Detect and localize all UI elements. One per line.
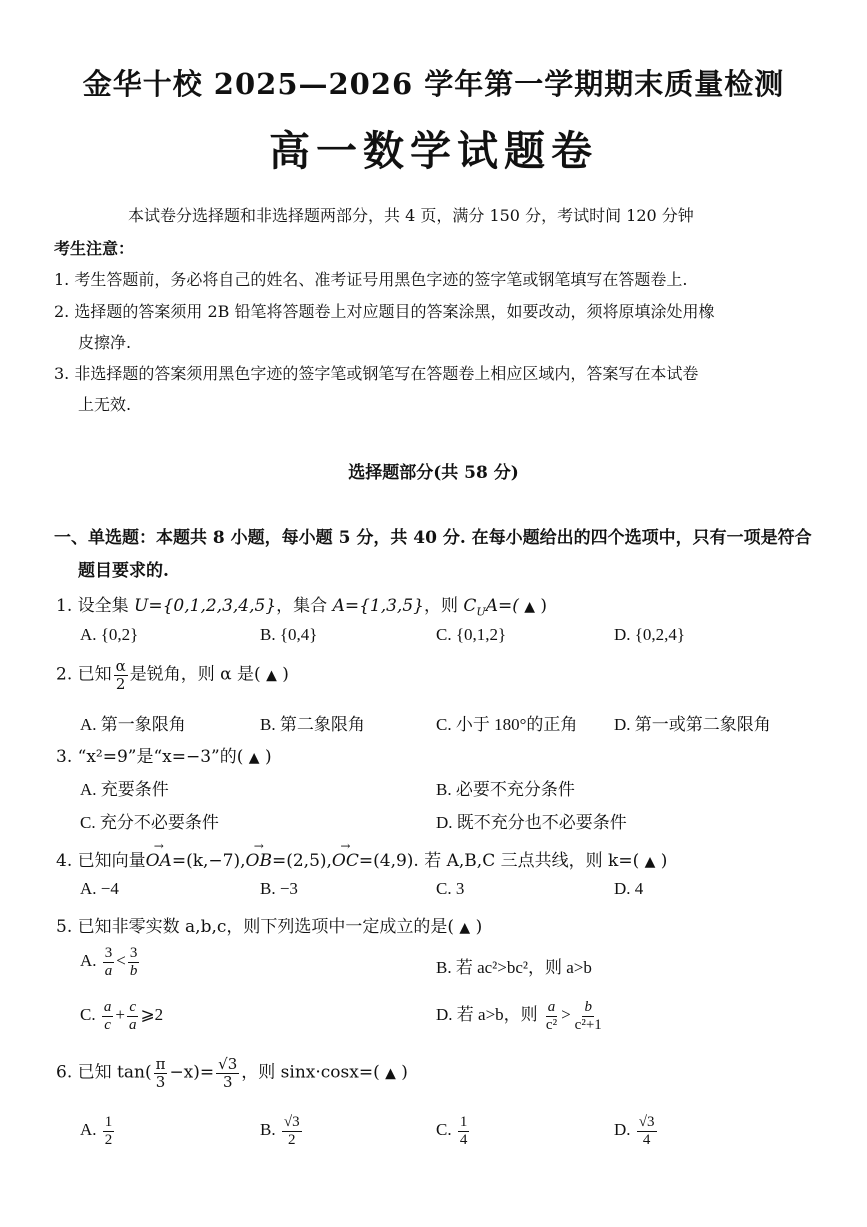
q2-option-c: C. 小于 180°的正角 xyxy=(436,715,578,734)
q4-option-b: B. −3 xyxy=(260,879,298,898)
q3-option-c: C. 充分不必要条件 xyxy=(80,813,219,832)
notice-heading: 考生注意： xyxy=(54,239,135,258)
q4-option-d: D. 4 xyxy=(614,879,644,898)
notice-item-3-cont: 上无效. xyxy=(78,395,132,414)
q6-option-d: D. $\frac{√3}{4}$ xyxy=(614,1114,655,1148)
q6-option-a: A. $\frac{1}{2}$ xyxy=(80,1114,113,1148)
q1-option-a: A. {0,2} xyxy=(80,625,139,644)
q5-option-c: C. $\frac{a}{c}$ + $\frac{c}{a}$ ⩾2 xyxy=(80,999,164,1033)
q4-option-c: C. 3 xyxy=(436,879,465,898)
q6-option-c: C. $\frac{1}{4}$ xyxy=(436,1114,468,1148)
question-4-stem: 4. 已知向量→ OA=(k,−7),→ OB=(2,5),→ OC=(4,9). 若 A,B,C 三点共线，则 k=( ▲ ) xyxy=(56,846,667,871)
answer-triangle-icon: ▲ xyxy=(644,854,656,870)
exam-intro: 本试卷分选择题和非选择题两部分，共 4 页，满分 150 分，考试时间 120 分钟 xyxy=(128,206,694,225)
part1-heading-cont: 题目要求的. xyxy=(78,561,169,581)
alpha-over-2-fraction: $\frac{\alpha}{2}$ xyxy=(115,657,126,693)
answer-triangle-icon: ▲ xyxy=(524,599,536,615)
q3-option-a: A. 充要条件 xyxy=(80,780,169,799)
part1-heading: 一、单选题：本题共 8 小题，每小题 5 分，共 40 分. 在每小题给出的四个选项中，只有一项是符合 xyxy=(54,528,812,548)
notice-item-3: 3. 非选择题的答案须用黑色字迹的签字笔或钢笔写在答题卷上相应区域内，答案写在本试卷 xyxy=(54,364,699,383)
question-1-stem: 1. 设全集 U={0,1,2,3,4,5}，集合 A={1,3,5}，则 $C_UA=$( ▲ ) xyxy=(56,596,548,619)
q1-option-c: C. {0,1,2} xyxy=(436,625,507,644)
q2-option-b: B. 第二象限角 xyxy=(260,715,365,734)
q2-option-a: A. 第一象限角 xyxy=(80,715,186,734)
section-title: 选择题部分(共 58 分) xyxy=(348,463,519,483)
q1-option-d: D. {0,2,4} xyxy=(614,625,686,644)
question-2-stem: 2. 已知 $\frac{\alpha}{2}$ 是锐角，则 α 是( ▲ ) xyxy=(56,657,289,693)
question-5-stem: 5. 已知非零实数 a,b,c，则下列选项中一定成立的是( ▲ ) xyxy=(56,917,483,937)
vector-oa: → OA xyxy=(146,851,172,871)
exam-title-line1: 金华十校 2025—2026 学年第一学期期末质量检测 xyxy=(82,67,785,101)
q1-option-b: B. {0,4} xyxy=(260,625,318,644)
notice-item-2-cont: 皮擦净. xyxy=(78,333,132,352)
vector-oc: → OC xyxy=(332,851,359,871)
q6-option-b: B. $\frac{√3}{2}$ xyxy=(260,1114,300,1148)
q5-option-a: A. $\frac{3}{a}$ < $\frac{3}{b}$ xyxy=(80,945,138,979)
q4-option-a: A. −4 xyxy=(80,879,119,898)
answer-triangle-icon: ▲ xyxy=(248,750,260,766)
notice-item-2: 2. 选择题的答案须用 2B 铅笔将答题卷上对应题目的答案涂黑，如要改动，须将原填涂处用橡 xyxy=(54,302,715,321)
q5-option-b: B. 若 ac²>bc²，则 a>b xyxy=(436,958,592,977)
q3-option-b: B. 必要不充分条件 xyxy=(436,780,575,799)
vector-ob: → OB xyxy=(246,851,272,871)
answer-triangle-icon: ▲ xyxy=(385,1065,396,1082)
answer-triangle-icon: ▲ xyxy=(459,920,471,936)
answer-triangle-icon: ▲ xyxy=(266,667,277,684)
question-3-stem: 3. “x²=9”是“x=−3”的( ▲ ) xyxy=(56,747,272,767)
q3-option-d: D. 既不充分也不必要条件 xyxy=(436,813,627,832)
q2-option-d: D. 第一或第二象限角 xyxy=(614,715,771,734)
exam-title-line2: 高一数学试题卷 xyxy=(269,127,598,175)
notice-item-1: 1. 考生答题前，务必将自己的姓名、准考证号用黑色字迹的签字笔或钢笔填写在答题卷上. xyxy=(54,270,688,289)
q5-option-d: D. 若 a>b，则 $\frac{a}{\text{c²}}$ > $\frac{b}{\text{c²+1}}$ xyxy=(436,999,602,1033)
question-6-stem: 6. 已知 tan( $\frac{\pi}{3}$ −x)= $\frac{√3}{3}$ ，则 sinx·cosx=( ▲ ) xyxy=(56,1055,408,1091)
